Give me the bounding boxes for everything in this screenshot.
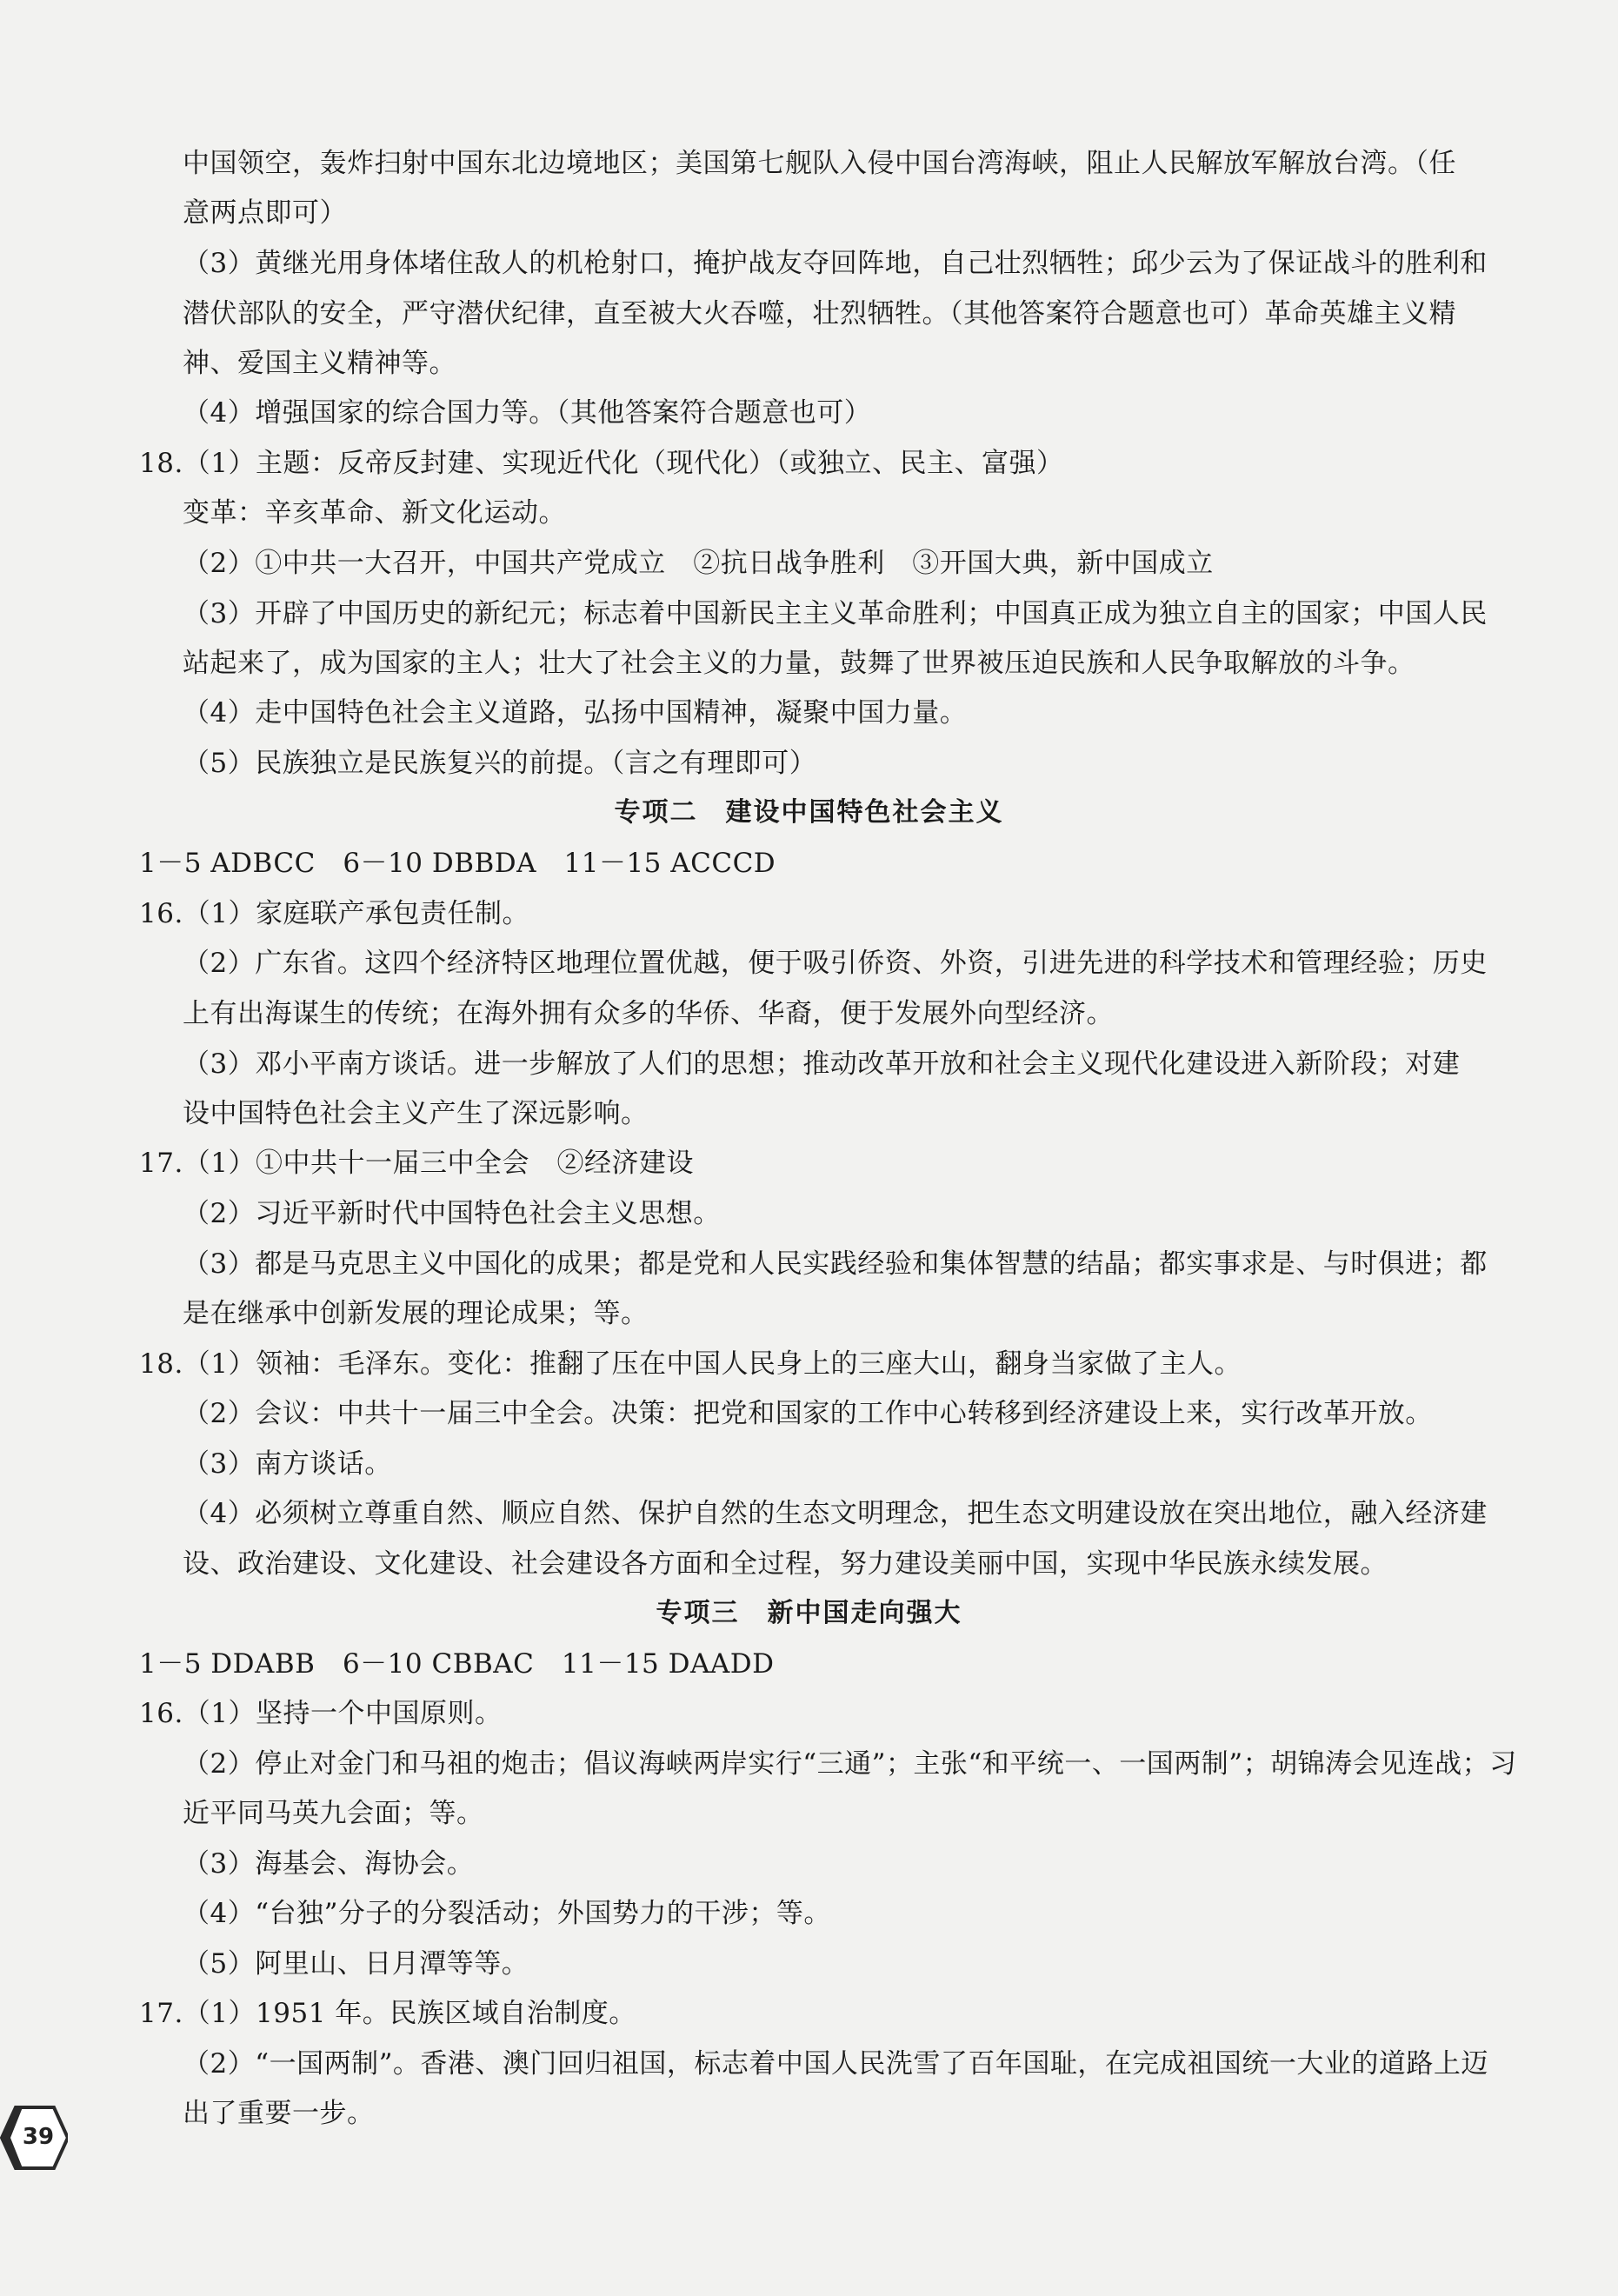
text-line: （4）“台独”分子的分裂活动；外国势力的干涉；等。: [183, 1898, 831, 1929]
choice-answers: 1－5 DDABB 6－10 CBBAC 11－15 DAADD: [139, 1648, 775, 1680]
text-line: 潜伏部队的安全，严守潜伏纪律，直至被大火吞噬，壮烈牺牲。（其他答案符合题意也可）革命英雄主义精: [183, 298, 1456, 329]
section-heading: 专项二 建设中国特色社会主义: [614, 797, 1004, 828]
text-line: （2）停止对金门和马祖的炮击；倡议海峡两岸实行“三通”；主张“和平统一、一国两制”；胡锦涛会见连战；习: [183, 1748, 1517, 1780]
text-line: （2）“一国两制”。香港、澳门回归祖国，标志着中国人民洗雪了百年国耻，在完成祖国统一大业的道路上迈: [183, 2048, 1488, 2080]
text-line: 设、政治建设、文化建设、社会建设各方面和全过程，努力建设美丽中国，实现中华民族永续发展。: [183, 1548, 1388, 1580]
text-line: 意两点即可）: [183, 197, 347, 229]
page-number: 39: [22, 2124, 55, 2150]
question-17-line: 17.（1）1951 年。民族区域自治制度。: [139, 1998, 636, 2029]
text-line: 变革：辛亥革命、新文化运动。: [183, 497, 566, 529]
text-line: （4）走中国特色社会主义道路，弘扬中国精神，凝聚中国力量。: [183, 697, 968, 729]
text-line: （2）①中共一大召开，中国共产党成立 ②抗日战争胜利 ③开国大典，新中国成立: [183, 548, 1214, 579]
text-line: （4）必须树立尊重自然、顺应自然、保护自然的生态文明理念，把生态文明建设放在突出地位，融入经济建: [183, 1498, 1488, 1529]
text-line: （5）阿里山、日月潭等等。: [183, 1948, 529, 1980]
text-line: （2）会议：中共十一届三中全会。决策：把党和国家的工作中心转移到经济建设上来，实行改革开放。: [183, 1398, 1433, 1429]
question-16-line: 16.（1）坚持一个中国原则。: [139, 1698, 503, 1729]
text-line: （3）开辟了中国历史的新纪元；标志着中国新民主主义革命胜利；中国真正成为独立自主的国家；中国人民: [183, 598, 1488, 629]
choice-answers: 1－5 ADBCC 6－10 DBBDA 11－15 ACCCD: [139, 848, 776, 879]
text-line: 近平同马英九会面；等。: [183, 1798, 484, 1829]
text-line: （3）南方谈话。: [183, 1448, 392, 1480]
text-line: （5）民族独立是民族复兴的前提。（言之有理即可）: [183, 748, 817, 779]
text-line: 出了重要一步。: [183, 2098, 375, 2129]
text-line: （3）邓小平南方谈话。进一步解放了人们的思想；推动改革开放和社会主义现代化建设进入新阶段；对建: [183, 1048, 1461, 1080]
section-heading: 专项三 新中国走向强大: [656, 1598, 962, 1628]
question-16-line: 16.（1）家庭联产承包责任制。: [139, 898, 530, 929]
question-18-line: 18.（1）主题：反帝反封建、实现近代化（现代化）（或独立、民主、富强）: [139, 448, 1064, 479]
text-line: （3）黄继光用身体堵住敌人的机枪射口，掩护战友夺回阵地，自己壮烈牺牲；邱少云为了保证战斗的胜利和: [183, 248, 1488, 279]
text-line: 神、爱国主义精神等。: [183, 348, 456, 379]
text-line: 站起来了，成为国家的主人；壮大了社会主义的力量，鼓舞了世界被压迫民族和人民争取解放的斗争。: [183, 648, 1415, 679]
text-line: 是在继承中创新发展的理论成果；等。: [183, 1298, 649, 1329]
text-line: 上有出海谋生的传统；在海外拥有众多的华侨、华裔，便于发展外向型经济。: [183, 998, 1114, 1029]
text-line: 中国领空，轰炸扫射中国东北边境地区；美国第七舰队入侵中国台湾海峡，阻止人民解放军解放台湾。（任: [183, 148, 1456, 179]
text-line: （3）都是马克思主义中国化的成果；都是党和人民实践经验和集体智慧的结晶；都实事求是、与时俱进；都: [183, 1248, 1488, 1280]
text-line: 设中国特色社会主义产生了深远影响。: [183, 1098, 649, 1129]
question-17-line: 17.（1）①中共十一届三中全会 ②经济建设: [139, 1148, 695, 1179]
text-line: （4）增强国家的综合国力等。（其他答案符合题意也可）: [183, 397, 872, 429]
page-number-badge: [0, 2102, 68, 2173]
text-line: （2）广东省。这四个经济特区地理位置优越，便于吸引侨资、外资，引进先进的科学技术和管理经验；历史: [183, 948, 1488, 979]
text-line: （2）习近平新时代中国特色社会主义思想。: [183, 1198, 721, 1229]
text-line: （3）海基会、海协会。: [183, 1848, 475, 1880]
question-18-line: 18.（1）领袖：毛泽东。变化：推翻了压在中国人民身上的三座大山，翻身当家做了主人。: [139, 1348, 1242, 1380]
